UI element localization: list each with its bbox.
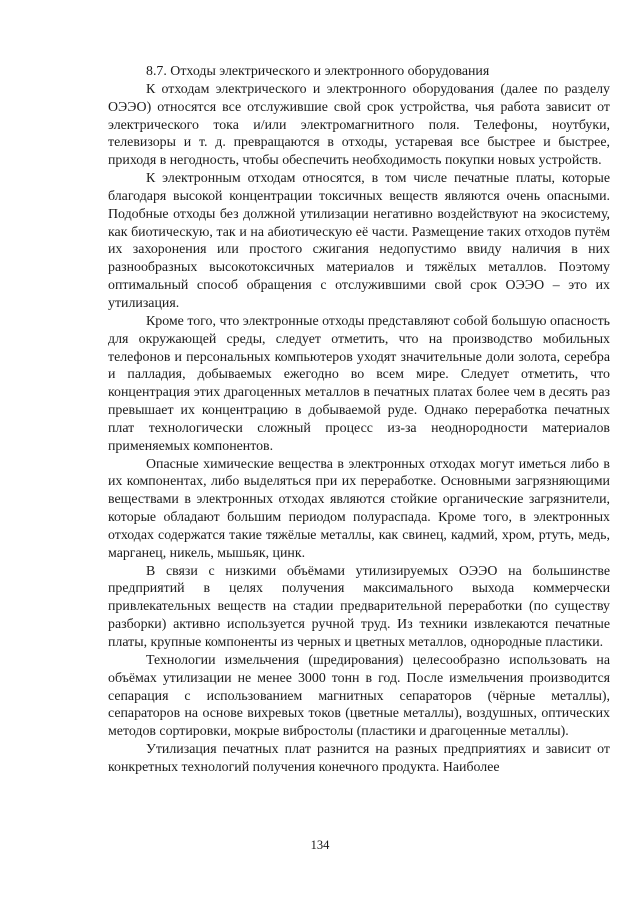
paragraph-6: Технологии измельчения (шредирования) целесообразно использовать на объёмах утилизации не менее 3000 тонн в год. После измельчения производится сепарация с использованием магнитных сепараторов (чёрные металлы), сепараторов на основе вихревых токов (цветные металлы), воздушных, оптических методов сортировки, мокрые вибростолы (пластики и драгоценные металлы). — [108, 652, 610, 740]
page-content — [108, 63, 610, 777]
paragraph-2: К электронным отходам относятся, в том числе печатные платы, которые благодаря высокой концентрации токсичных веществ являются очень опасными. Подобные отходы без должной утилизации негативно воздействуют на экосистему, как биотическую, так и на абиотическую её части. Размещение таких отходов путём их захоронения или простого сжигания недопустимо ввиду наличия в них разнообразных высокотоксичных материалов и тяжёлых металлов. Поэтому оптимальный способ обращения с отслужившими свой срок ОЭЭО – это их утилизация. — [108, 171, 610, 311]
paragraph-1: К отходам электрического и электронного оборудования (далее по разделу ОЭЭО) относятся все отслужившие свой срок устройства, чья работа зависит от электрического тока и/или электромагнитного поля. Телефоны, ноутбуки, телевизоры и т. д. превращаются в отходы, устаревая все быстрее и быстрее, приходя в негодность, чтобы обеспечить необходимость покупки новых устройств. — [108, 81, 610, 169]
section-heading: 8.7. Отходы электрического и электронного оборудования — [146, 64, 490, 79]
paragraph-4: Опасные химические вещества в электронных отходах могут иметься либо в их компонентах, либо выделяться при их переработке. Основными загрязняющими веществами в электронных отходах являются стойкие органические загрязнители, которые обладают большим периодом полураспада. Кроме того, в электронных отходах содержатся такие тяжёлые металлы, как свинец, кадмий, хром, ртуть, медь, марганец, никель, мышьяк, цинк. — [108, 456, 610, 561]
page-number: 134 — [310, 838, 330, 852]
paragraph-7: Утилизация печатных плат разнится на разных предприятиях и зависит от конкретных технологий получения конечного продукта. Наиболее — [108, 742, 610, 775]
paragraph-5: В связи с низкими объёмами утилизируемых ОЭЭО на большинстве предприятий в целях получения максимального выхода коммерчески привлекательных веществ на стадии предварительной переработки (по существу разборки) активно используется ручной труд. Из техники извлекаются печатные платы, крупные компоненты из черных и цветных металлов, однородные пластики. — [108, 563, 610, 650]
paragraph-3: Кроме того, что электронные отходы представляют собой большую опасность для окружающей среды, следует отметить, что на производство мобильных телефонов и персональных компьютеров уходят значительные доли золота, серебра и палладия, добываемых ежегодно во всем мире. Следует отметить, что концентрация этих драгоценных металлов в печатных платах более чем в десять раз превышает их концентрацию в добываемой руде. Однако переработка печатных плат технологически сложный процесс из-за неоднородности материалов применяемых компонентов. — [108, 313, 610, 454]
